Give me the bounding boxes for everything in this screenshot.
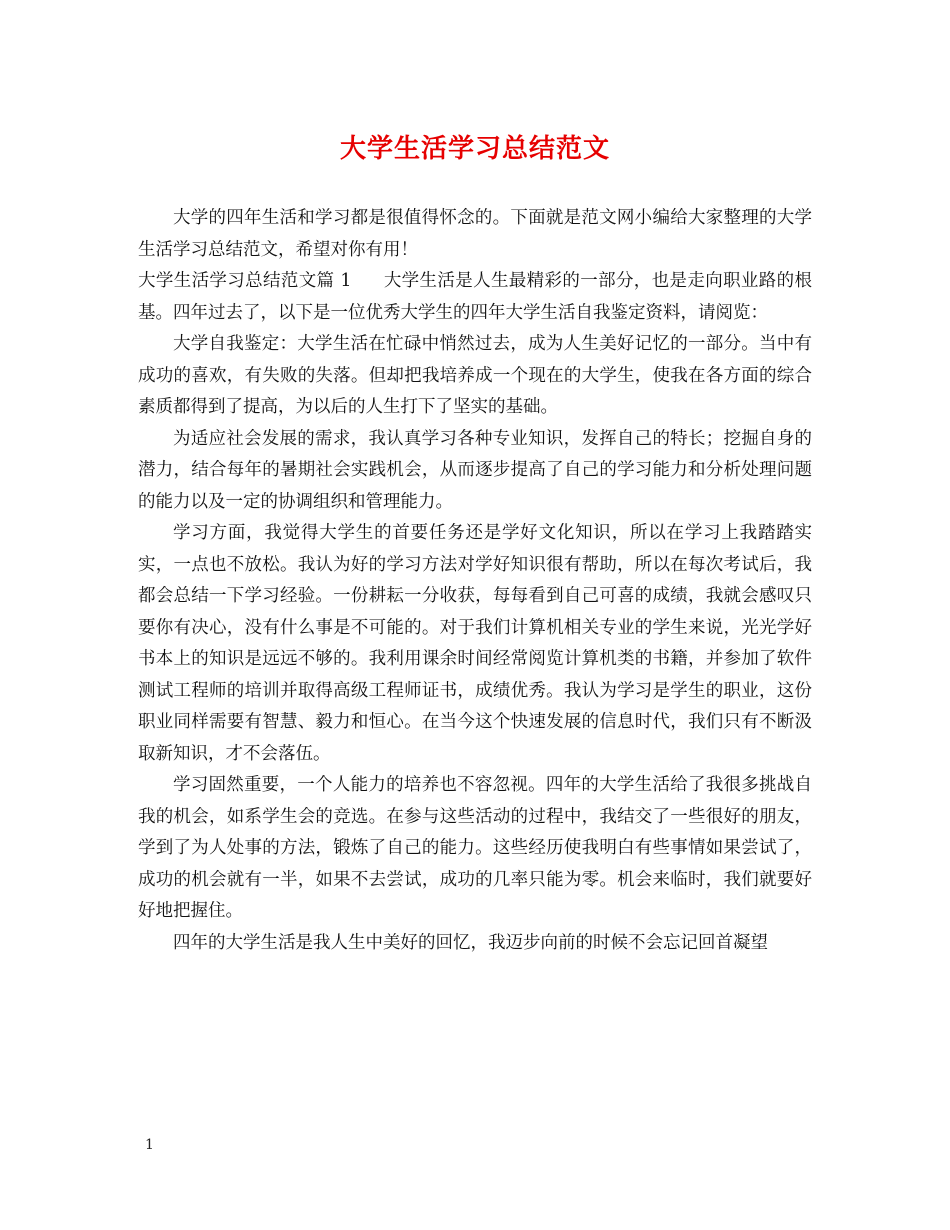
document-body (138, 203, 812, 959)
body-paragraph-1: 大学自我鉴定：大学生活在忙碌中悄然过去，成为人生美好记忆的一部分。当中有成功的喜欢，有失败的失落。但却把我培养成一个现在的大学生，使我在各方面的综合素质都得到了提高，为以后的人生打下了坚实的基础。 (138, 334, 812, 417)
body-paragraph-3: 学习方面，我觉得大学生的首要任务还是学好文化知识，所以在学习上我踏踏实实，一点也不放松。我认为好的学习方法对学好知识很有帮助，所以在每次考试后，我都会总结一下学习经验。一份耕耘一分收获，每每看到自己可喜的成绩，我就会感叹只要你有决心，没有什么事是不可能的。对于我们计算机相关专业的学生来说，光光学好书本上的知识是远远不够的。我利用课余时间经常阅览计算机类的书籍，并参加了软件测试工程师的培训并取得高级工程师证书，成绩优秀。我认为学习是学生的职业，这份职业同样需要有智慧、毅力和恒心。在当今这个快速发展的信息时代，我们只有不断汲取新知识，才不会落伍。 (138, 523, 812, 764)
section-1-label: 大学生活学习总结范文篇 1 (138, 271, 352, 291)
page-title: 大学生活学习总结范文 (339, 134, 610, 164)
page-number: 1 (145, 1137, 154, 1153)
intro-paragraph: 大学的四年生活和学习都是很值得怀念的。下面就是范文网小编给大家整理的大学生活学习总结范文，希望对你有用！ (138, 208, 812, 260)
section-1-paragraph (138, 266, 812, 329)
section-1-text: 大学生活是人生最精彩的一部分，也是走向职业路的根基。四年过去了，以下是一位优秀大学生的四年大学生活自我鉴定资料，请阅览： (138, 271, 812, 323)
body-paragraph-4: 学习固然重要，一个人能力的培养也不容忽视。四年的大学生活给了我很多挑战自我的机会，如系学生会的竞选。在参与这些活动的过程中，我结交了一些很好的朋友，学到了为人处事的方法，锻炼了自己的能力。这些经历使我明白有些事情如果尝试了，成功的机会就有一半，如果不去尝试，成功的几率只能为零。机会来临时，我们就要好好地把握住。 (138, 775, 812, 921)
body-paragraph-5: 四年的大学生活是我人生中美好的回忆，我迈步向前的时候不会忘记回首凝望 (173, 932, 768, 953)
body-paragraph-2: 为适应社会发展的需求，我认真学习各种专业知识，发挥自己的特长；挖掘自身的潜力，结合每年的暑期社会实践机会，从而逐步提高了自己的学习能力和分析处理问题的能力以及一定的协调组织和管理能力。 (138, 428, 812, 512)
